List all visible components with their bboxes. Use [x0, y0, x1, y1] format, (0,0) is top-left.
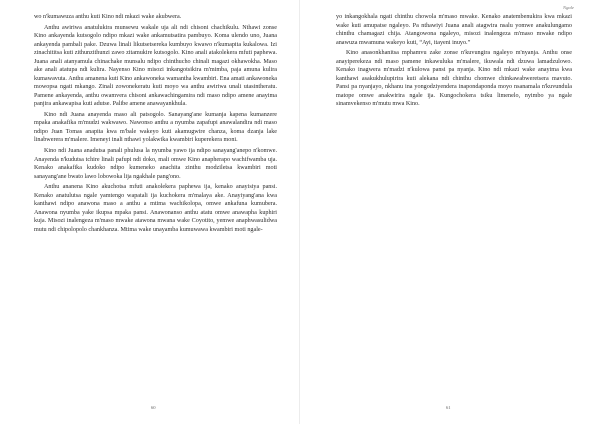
left-page-text: [34, 13, 277, 236]
paragraph: Kino anasonkhanitsa mphamvu zake zonse n'kuvungira ngaleyo m'nyanja. Anthu onse anayiperekeza ndi maso pamene inkawuluka m'malere, ikuwala ndi dzuwa lamadzulowo. Kenako inagwera m'madzi n'kulowa pansi pa nyanja. Kino ndi mkazi wake anayima kwa kanthawi asakukhulupirira kuti alekana ndi chinthu chomwe chinkawabweretsera mavuto. Pansi pa nyanjayo, nkhanu ina yongodziyendera inapondaponda moyo nsanamala n'kuvundula matope omwe anakwirira ngale ija. Kungochokera tsiku limenelo, nyimbo ya ngale sinamvekenso m'mutu mwa Kino.: [336, 50, 572, 108]
paragraph: Anthu ananena Kino akuchotsa mfuti anakolekera paphewa ija, kenako anayisiya pansi. Kenako anatulutsa ngale yamtengo wapatali ija kuchokera m'malaya ake. Anayiyang'ana kwa kanthawi ndipo anawona maso a anthu a mtima wachikolopa, omwe ankafuna kumubera. Anawona nyumba yake ikupsa mpaka pansi. Anawonanso anthu atatu omwe anawapha kuphiri kuja. Misozi inalengeza m'maso mwake atawona mwana wake Coyotito, yemwe anaphwasulidwa mutu ndi chipolopolo chankhanza. Mtima wake unayamba kumuwawa kwambiri moti ngale-: [34, 184, 277, 233]
right-page-text: [336, 13, 572, 111]
running-head: Ngale: [563, 5, 574, 10]
right-page: [300, 0, 600, 424]
paragraph: Kino ndi Juana anayenda maso ali patsogolo. Sanayang'ane kumanja kapena kumanzere mpaka anakafika m'mudzi wakwawo. Nawonso anthu a nyumba zapafupi anawalandira ndi maso ndipo Juan Tomas anapita kwa m'bale wakeyo kuti akamugwire chanza, koma dzanja lake linabwerera m'malere. Imeneyi inali nthawi yolakwika kwambiri kuperekera moni.: [34, 111, 277, 144]
right-page-number: 61: [446, 405, 451, 410]
left-page-number: 60: [151, 405, 156, 410]
paragraph: wo n'kumawuza anthu kuti Kino ndi mkazi wake akubwera.: [34, 14, 182, 20]
paragraph: yo inkangokhala ngati chinthu chowola m'maso mwake. Kenako anatembenukira kwa mkazi wake kuti amupatse ngaleyo. Pa nthawiyi Juana anali atagwira nsalu yomwe anakulungamo chinthu chamagazi chija. Atangowona ngaleyo, misozi inalengeza m'maso mwake ndipo anawuza mwamuna wakeyo kuti, “Ayi, itayeni inuyo.”: [336, 14, 572, 46]
paragraph: Kino ndi Juana anadutsa panali phulusa la nyumba yawo ija ndipo sanayang'anepo n'komwe. Anayenda n'kudutsa tchire linali pafupi ndi doko, mali omwe Kino anapherapo wachifwamba uja. Kenako anakafika kudoko ndipo kumeneko anachita zinthu modziletsa kwambiri moti sanayang'ane bwato lawo lobowoka lija ngakhale pang'ono.: [34, 148, 277, 180]
paragraph: Anthu awiriwa anatulukira munsewu wakale uja ali ndi chisoni chachikulu. Nthawi zonse Kino ankayenda kutsogolo ndipo mkazi wake ankamutsatira pambuyo. Koma ulendo uno, Juana ankayenda pambali pake. Dzuwa linali likutsetsereka kumbuyo kwawo n'kumapita kukalowa. Izi zinachititsa kuti zithunzithunzi zawo zitamukire kutsogolo. Kino anali atakolekera mfuti paphewa. Juana anali atanyamula chinachake munsalu ndipo chinthucho chinali magazi okhawokha. Maso ake anali atatupa ndi kulira. Nayenso Kino misozi inkangotsikira m'mimba, paja amuna kulira kumawavuta. Anthu amanena kuti Kino ankawoneka wamantha kwambiri. Ena amati ankawoneka mowopsa ngati mkango. Zinali zowonekeratu kuti moyo wa anthu awiriwa unali utasintheratu. Pamene ankayenda, anthu owamvera chisoni ankawachingamira ndi maso ndipo amene anayima panjira ankawapisa kuti adutse. Palibe amene anawayankhula.: [34, 24, 277, 108]
